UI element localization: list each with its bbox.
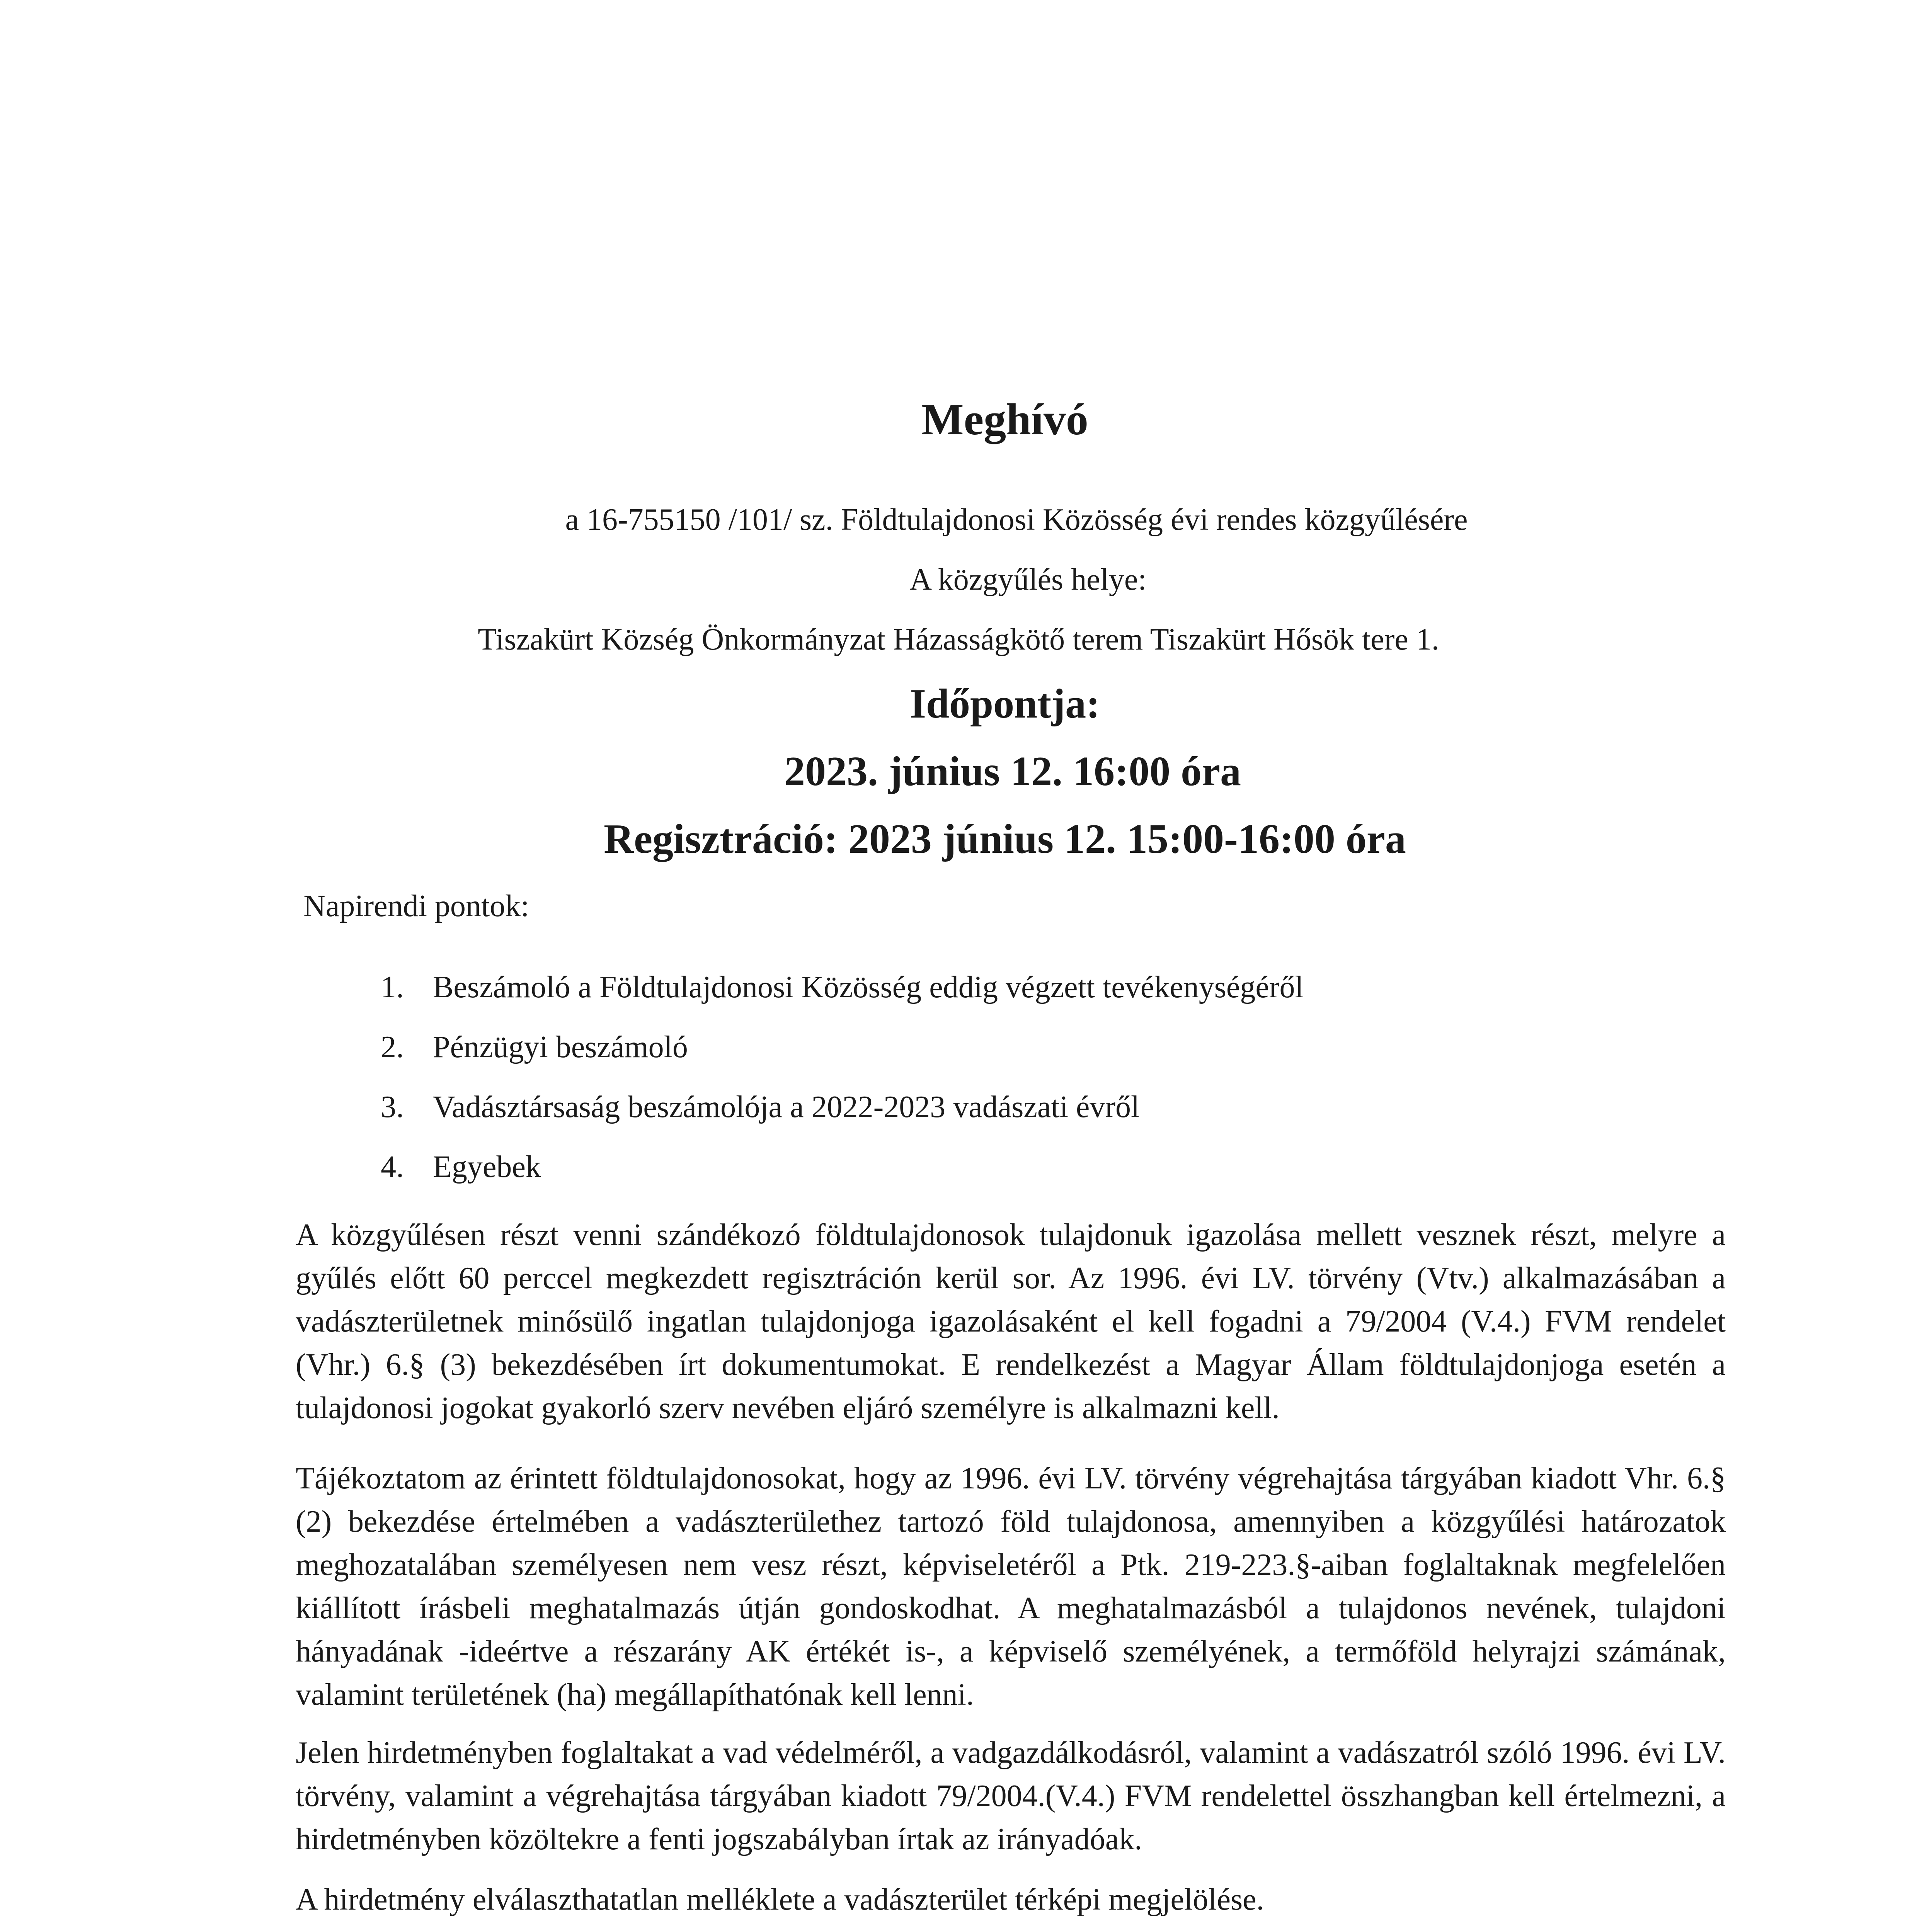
- agenda-item: [381, 970, 1304, 1005]
- paragraph-legal: Jelen hirdetményben foglaltakat a vad védelméről, a vadgazdálkodásról, valamint a vadászatról szóló 1996. évi LV. törvény, valamint a végrehajtása tárgyában kiadott 79/2004.(V.4.) FVM rendelettel összhangban kell értelmezni, a hirdetményben közöltekre a fenti jogszabályban írtak az irányadóak.: [296, 1736, 1726, 1856]
- document-title: Meghívó: [921, 395, 1088, 444]
- meeting-place: Tiszakürt Község Önkormányzat Házasságkötő terem Tiszakürt Hősök tere 1.: [478, 622, 1439, 656]
- agenda-item-number: 3.: [381, 1090, 404, 1124]
- agenda-item-text: Beszámoló a Földtulajdonosi Közösség eddig végzett tevékenységéről: [433, 970, 1304, 1004]
- agenda-item-number: 4.: [381, 1150, 404, 1184]
- time-label: Időpontja:: [909, 681, 1100, 727]
- agenda-item-text: Vadásztársaság beszámolója a 2022-2023 vadászati évről: [433, 1090, 1140, 1124]
- agenda-item-number: 2.: [381, 1030, 404, 1064]
- agenda-item: [381, 1150, 541, 1185]
- agenda-item-text: Egyebek: [433, 1150, 541, 1184]
- agenda-item-number: 1.: [381, 970, 404, 1004]
- subtitle: a 16-755150 /101/ sz. Földtulajdonosi Közösség évi rendes közgyűlésére: [565, 503, 1468, 537]
- paragraph-registration: A közgyűlésen részt venni szándékozó földtulajdonosok tulajdonuk igazolása mellett vesznek részt, melyre a gyűlés előtt 60 perccel megkezdett regisztráción kerül sor. Az 1996. évi LV. törvény (Vtv.) alkalmazásában a vadászterületnek minősülő ingatlan tulajdonjoga igazolásaként el kell fogadni a 79/2004 (V.4.) FVM rendelet (Vhr.) 6.§ (3) bekezdésében írt dokumentumokat. E rendelkezést a Magyar Állam földtulajdonjoga esetén a tulajdonosi jogokat gyakorló szerv nevében eljáró személyre is alkalmazni kell.: [296, 1218, 1726, 1425]
- agenda-item: [381, 1090, 1139, 1125]
- registration-time: Regisztráció: 2023 június 12. 15:00-16:00 óra: [604, 816, 1406, 862]
- place-label: A közgyűlés helye:: [909, 563, 1147, 597]
- agenda-item: [381, 1030, 688, 1065]
- paragraph-attachment: A hirdetmény elválaszthatatlan melléklete a vadászterület térképi megjelölése.: [296, 1883, 1264, 1917]
- agenda-item-text: Pénzügyi beszámoló: [433, 1030, 688, 1064]
- agenda-label: Napirendi pontok:: [303, 889, 529, 923]
- meeting-time: 2023. június 12. 16:00 óra: [784, 748, 1241, 794]
- paragraph-proxy: Tájékoztatom az érintett földtulajdonosokat, hogy az 1996. évi LV. törvény végrehajtása tárgyában kiadott Vhr. 6.§ (2) bekezdése értelmében a vadászterülethez tartozó föld tulajdonosa, amennyiben a közgyűlési határozatok meghozatalában személyesen nem vesz részt, képviseletéről a Ptk. 219-223.§-aiban foglaltaknak megfelelően kiállított írásbeli meghatalmazás útján gondoskodhat. A meghatalmazásból a tulajdonos nevének, tulajdoni hányadának -ideértve a részarány AK értékét is-, a képviselő személyének, a termőföld helyrajzi számának, valamint területének (ha) megállapíthatónak kell lenni.: [296, 1461, 1726, 1712]
